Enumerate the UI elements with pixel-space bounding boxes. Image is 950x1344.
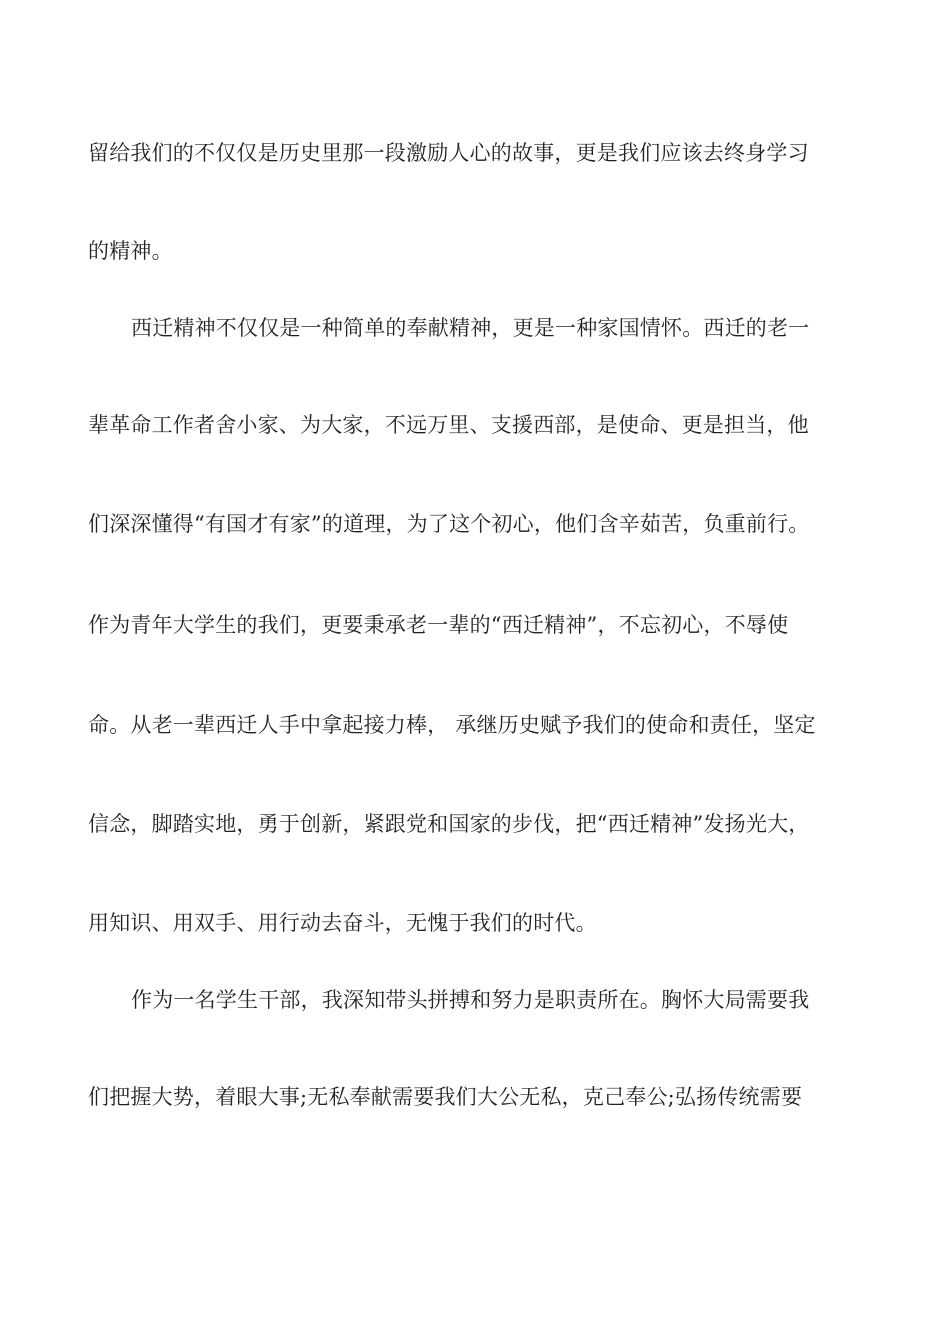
text-line-8: 信念，脚踏实地，勇于创新，紧跟党和国家的步伐，把“西迁精神”发扬光大， bbox=[88, 812, 810, 836]
text-line-7: 命。从老一辈西迁人手中拿起接力棒， 承继历史赋予我们的使命和责任，坚定 bbox=[88, 713, 816, 737]
text-line-4: 辈革命工作者舍小家、为大家，不远万里、支援西部，是使命、更是担当，他 bbox=[88, 413, 809, 437]
text-line-10: 作为一名学生干部，我深知带头拼搏和努力是职责所在。胸怀大局需要我 bbox=[131, 988, 810, 1012]
text-line-9: 用知识、用双手、用行动去奋斗，无愧于我们的时代。 bbox=[88, 911, 597, 935]
text-line-11: 们把握大势，着眼大事;无私奉献需要我们大公无私，克己奉公;弘扬传统需要 bbox=[88, 1085, 803, 1109]
text-line-6: 作为青年大学生的我们，更要秉承老一辈的“西迁精神”，不忘初心，不辱使 bbox=[88, 613, 789, 637]
text-line-5: 们深深懂得“有国才有家”的道理，为了这个初心，他们含辛茹苦，负重前行。 bbox=[88, 512, 810, 536]
text-line-3: 西迁精神不仅仅是一种简单的奉献精神，更是一种家国情怀。西迁的老一 bbox=[131, 316, 810, 340]
text-line-2: 的精神。 bbox=[88, 239, 173, 263]
text-line-1: 留给我们的不仅仅是历史里那一段激励人心的故事，更是我们应该去终身学习 bbox=[88, 141, 809, 165]
